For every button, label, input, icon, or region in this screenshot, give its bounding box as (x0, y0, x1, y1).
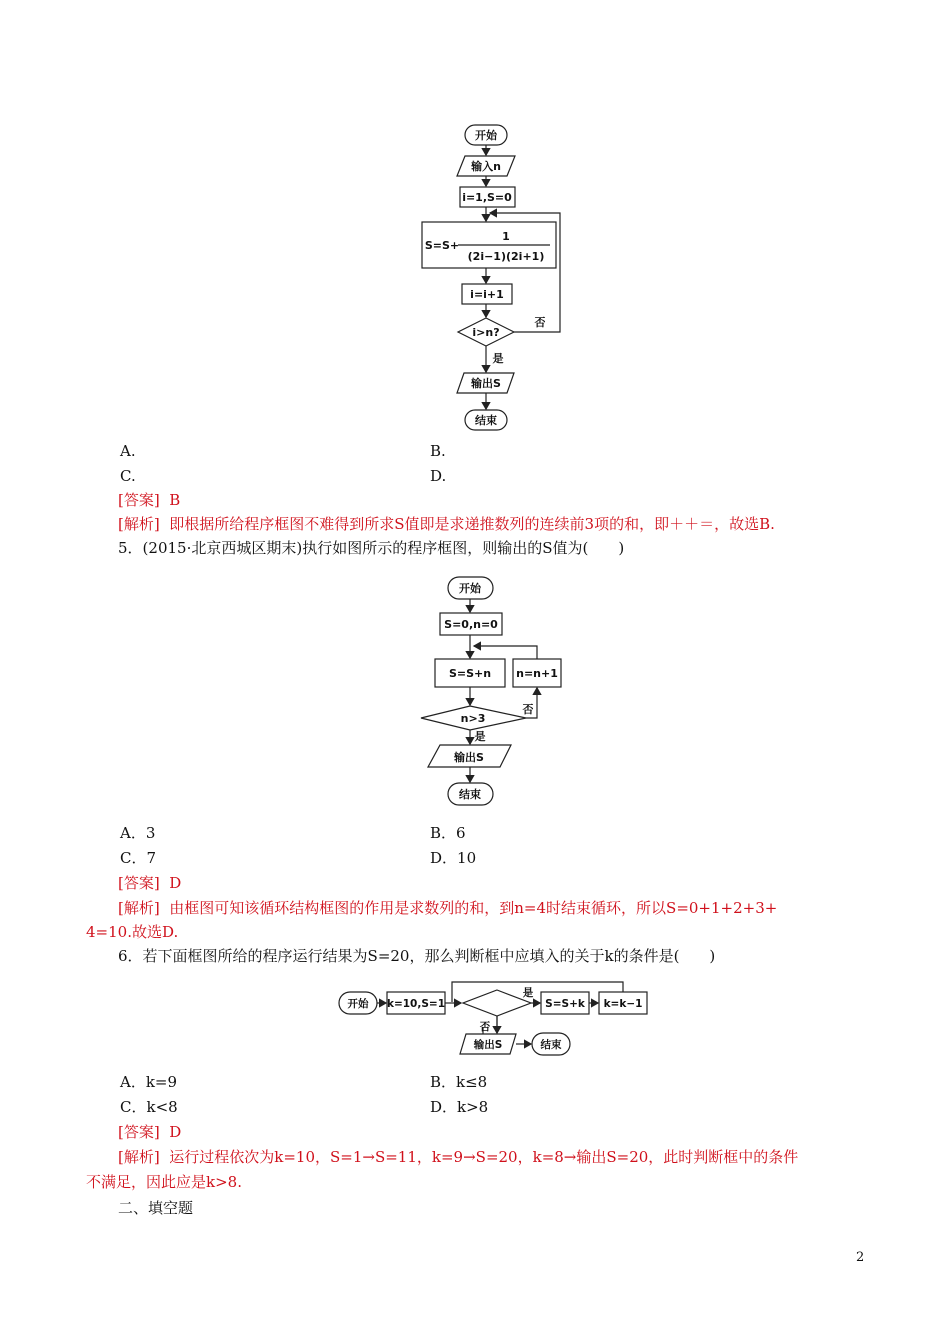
q4-option-c: C. (120, 467, 136, 485)
increment-label: n=n+1 (516, 667, 558, 680)
q4-analysis-line (118, 514, 775, 534)
q6-analysis-line-1 (118, 1147, 798, 1167)
q5-stem: 5．(2015·北京西城区期末)执行如图所示的程序框图，则输出的S值为( ) (118, 539, 625, 557)
no-label: 否 (479, 1021, 491, 1033)
q5-answer-tag: [答案] (118, 874, 160, 892)
output-label: 输出S (471, 377, 501, 390)
increment-label: i=i+1 (470, 288, 504, 301)
no-label: 否 (522, 703, 534, 716)
q5-analysis-line-1 (118, 898, 777, 918)
q4-option-b: B. (430, 442, 446, 460)
q6-option-b: B．k≤8 (430, 1073, 488, 1091)
fraction-denominator: (2i−1)(2i+1) (467, 250, 545, 263)
q5-answer-line (118, 873, 181, 893)
q4-answer-line (118, 490, 180, 510)
condition-diamond (463, 990, 531, 1016)
end-label: 结束 (459, 788, 481, 801)
output-label: 输出S (473, 1039, 503, 1051)
decrement-label: k=k−1 (603, 998, 643, 1010)
q6-answer: D (169, 1123, 182, 1141)
input-label: 输入n (471, 160, 501, 173)
q5-analysis-1: 由框图可知该循环结构框图的作用是求数列的和，到n=4时结束循环，所以S=0+1+2+3+ (169, 899, 778, 917)
sum-label: S=S+k (545, 998, 585, 1010)
init-label: S=0,n=0 (444, 618, 498, 631)
yes-label: 是 (492, 352, 504, 365)
q5-answer: D (169, 874, 182, 892)
no-label: 否 (534, 316, 546, 329)
q5-option-d: D．10 (430, 849, 477, 867)
condition-label: i>n? (472, 326, 500, 339)
q6-analysis-line-2: 不满足，因此应是k>8. (86, 1173, 242, 1191)
flowchart-1 (410, 120, 580, 440)
fraction-numerator: 1 (502, 230, 510, 243)
q6-stem: 6．若下面框图所给的程序运行结果为S=20，那么判断框中应填入的关于k的条件是( ) (118, 947, 716, 965)
start-label: 开始 (475, 129, 497, 142)
section-heading: 二、填空题 (118, 1199, 194, 1217)
yes-label: 是 (522, 987, 534, 999)
init-label: k=10,S=1 (386, 998, 446, 1010)
flowchart-3 (335, 978, 655, 1060)
q5-analysis-line-2: 4=10.故选D. (86, 923, 179, 941)
yes-label: 是 (474, 730, 486, 743)
output-label: 输出S (454, 751, 484, 764)
q4-answer-tag: [答案] (118, 491, 160, 509)
q5-option-b: B．6 (430, 824, 466, 842)
start-label: 开始 (347, 998, 369, 1010)
q5-analysis-tag: [解析] (118, 899, 160, 917)
q4-option-a: A. (120, 442, 136, 460)
q6-answer-tag: [答案] (118, 1123, 160, 1141)
sum-lhs-label: S=S+ (424, 239, 460, 252)
q6-option-d: D．k>8 (430, 1098, 489, 1116)
q5-option-a: A．3 (120, 824, 156, 842)
q4-answer: B (169, 491, 181, 509)
q6-analysis-1: 运行过程依次为k=10，S=1→S=11，k=9→S=20，k=8→输出S=20，此时判断框中的条件 (169, 1148, 799, 1166)
q6-option-a: A．k=9 (120, 1073, 178, 1091)
q5-option-c: C．7 (120, 849, 157, 867)
q6-analysis-tag: [解析] (118, 1148, 160, 1166)
init-label: i=1,S=0 (462, 191, 512, 204)
end-label: 结束 (475, 414, 497, 427)
q4-analysis: 即根据所给程序框图不难得到所求S值即是求递推数列的连续前3项的和，即＋＋＝，故选B. (169, 515, 775, 533)
q4-option-d: D. (430, 467, 447, 485)
q4-analysis-tag: [解析] (118, 515, 160, 533)
condition-label: n>3 (460, 712, 486, 725)
sum-label: S=S+n (448, 667, 492, 680)
start-label: 开始 (459, 582, 481, 595)
flowchart-2 (418, 572, 568, 812)
q6-option-c: C．k<8 (120, 1098, 178, 1116)
end-label: 结束 (540, 1039, 562, 1051)
q6-answer-line (118, 1122, 181, 1142)
page-number: 2 (856, 1250, 865, 1265)
